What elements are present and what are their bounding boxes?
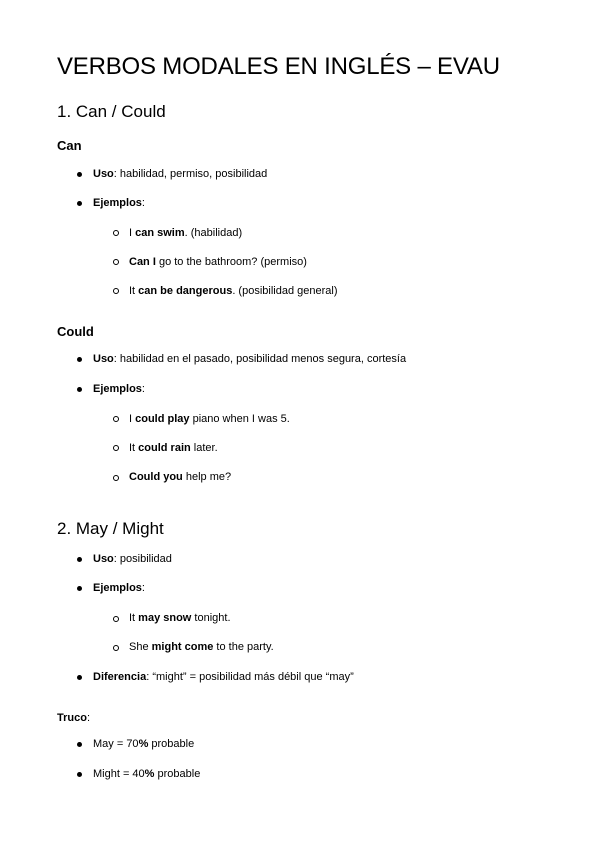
- section-heading-may-might: 2. May / Might: [57, 519, 164, 538]
- diferencia-text: : “might” = posibilidad más débil que “may”: [146, 671, 354, 683]
- bullet-icon: [77, 172, 82, 177]
- list-item-uso-can: [93, 167, 267, 181]
- circle-bullet-icon: [113, 416, 119, 422]
- example-bold: might come: [151, 641, 214, 653]
- subsection-heading-can: Can: [57, 138, 82, 153]
- example-item: [129, 255, 307, 269]
- example-text: It: [129, 442, 139, 454]
- example-bold: could rain: [138, 442, 191, 454]
- example-item: [129, 284, 337, 298]
- bullet-icon: [77, 772, 82, 777]
- list-item-truco: [93, 737, 194, 751]
- bullet-icon: [77, 675, 82, 680]
- list-item-ejemplos-may: [93, 581, 145, 595]
- example-text: piano when I was 5.: [189, 413, 290, 425]
- example-text: tonight.: [191, 612, 231, 624]
- example-text: go to the bathroom? (permiso): [155, 256, 307, 268]
- section-heading-can-could: 1. Can / Could: [57, 102, 166, 121]
- truco-heading: [57, 711, 90, 725]
- truco-text: probable: [148, 738, 195, 750]
- list-item-ejemplos-could: [93, 382, 145, 396]
- example-text: She: [129, 641, 152, 653]
- example-text: later.: [190, 442, 218, 454]
- uso-text: : posibilidad: [113, 553, 172, 565]
- list-item-uso-could: [93, 352, 406, 366]
- bullet-icon: [77, 557, 82, 562]
- example-item: [129, 640, 274, 654]
- truco-label: Truco: [57, 712, 87, 724]
- bullet-icon: [77, 586, 82, 591]
- list-item-uso-may: [93, 552, 172, 566]
- example-bold: can swim: [135, 227, 185, 239]
- list-item-diferencia: [93, 670, 354, 684]
- bullet-icon: [77, 357, 82, 362]
- example-item: [129, 226, 242, 240]
- circle-bullet-icon: [113, 475, 119, 481]
- example-bold: may snow: [138, 612, 192, 624]
- circle-bullet-icon: [113, 288, 119, 294]
- uso-text: : habilidad en el pasado, posibilidad menos segura, cortesía: [113, 353, 407, 365]
- ejemplos-label: Ejemplos: [93, 383, 142, 395]
- example-item: [129, 611, 231, 625]
- example-item: [129, 412, 290, 426]
- circle-bullet-icon: [113, 616, 119, 622]
- uso-label: Uso: [93, 353, 114, 365]
- example-text: . (posibilidad general): [232, 285, 338, 297]
- bullet-icon: [77, 387, 82, 392]
- example-item: [129, 470, 231, 484]
- example-item: [129, 441, 218, 455]
- example-bold: Can I: [129, 256, 156, 268]
- colon: :: [141, 383, 145, 395]
- circle-bullet-icon: [113, 230, 119, 236]
- bullet-icon: [77, 201, 82, 206]
- truco-text: probable: [154, 768, 201, 780]
- colon: :: [86, 712, 91, 724]
- uso-text: : habilidad, permiso, posibilidad: [113, 168, 268, 180]
- ejemplos-label: Ejemplos: [93, 197, 142, 209]
- circle-bullet-icon: [113, 259, 119, 265]
- ejemplos-label: Ejemplos: [93, 582, 142, 594]
- bullet-icon: [77, 742, 82, 747]
- example-text: It: [129, 612, 139, 624]
- list-item-truco: [93, 767, 200, 781]
- example-text: . (habilidad): [184, 227, 243, 239]
- example-text: It: [129, 285, 139, 297]
- uso-label: Uso: [93, 168, 114, 180]
- example-bold: could play: [135, 413, 190, 425]
- uso-label: Uso: [93, 553, 114, 565]
- subsection-heading-could: Could: [57, 324, 94, 339]
- example-bold: can be dangerous: [138, 285, 233, 297]
- circle-bullet-icon: [113, 445, 119, 451]
- truco-bold: %: [144, 768, 155, 780]
- colon: :: [141, 582, 145, 594]
- list-item-ejemplos-can: [93, 196, 145, 210]
- document-title: VERBOS MODALES EN INGLÉS – EVAU: [57, 53, 500, 80]
- colon: :: [141, 197, 145, 209]
- example-text: I: [129, 413, 136, 425]
- truco-text: Might = 40: [93, 768, 145, 780]
- truco-text: May = 70: [93, 738, 139, 750]
- example-text: to the party.: [213, 641, 274, 653]
- diferencia-label: Diferencia: [93, 671, 147, 683]
- example-text: help me?: [182, 471, 232, 483]
- example-text: I: [129, 227, 136, 239]
- circle-bullet-icon: [113, 645, 119, 651]
- example-bold: Could you: [129, 471, 183, 483]
- truco-bold: %: [138, 738, 149, 750]
